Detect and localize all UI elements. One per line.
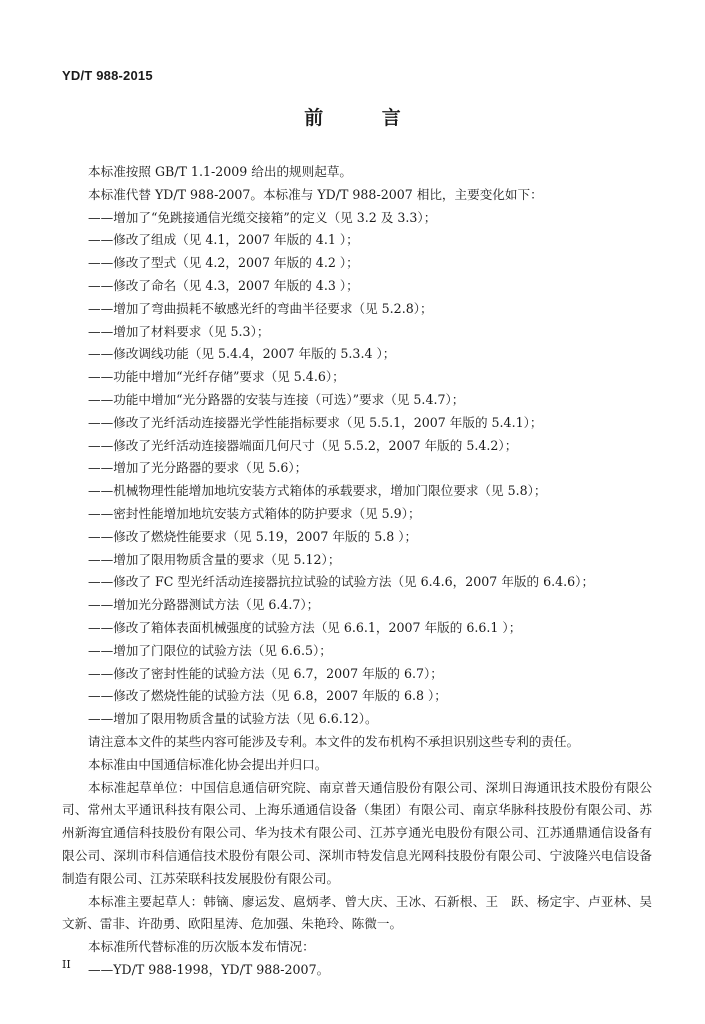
change-item: ——机械物理性能增加地坑安装方式箱体的承载要求，增加门限位要求（见 5.8）； xyxy=(88,483,547,499)
change-item: ——增加了限用物质含量的试验方法（见 6.6.12）。 xyxy=(88,711,378,727)
change-item: ——修改了光纤活动连接器光学性能指标要求（见 5.5.1，2007 年版的 5.4.1）； xyxy=(88,414,543,430)
change-item: ——增加了限用物质含量的要求（见 5.12）； xyxy=(88,551,341,567)
change-item: ——修改了密封性能的试验方法（见 6.7，2007 年版的 6.7）； xyxy=(88,665,443,681)
change-item: ——密封性能增加地坑安装方式箱体的防护要求（见 5.9）； xyxy=(88,505,421,521)
change-item: ——修改了组成（见 4.1，2007 年版的 4.1 ）； xyxy=(88,232,359,248)
change-item: ——增加了“免跳接通信光缆交接箱”的定义（见 3.2 及 3.3）； xyxy=(88,209,437,225)
change-item: ——功能中增加“光纤存储”要求（见 5.4.6）； xyxy=(88,369,345,385)
change-item: ——修改了箱体表面机械强度的试验方法（见 6.6.1，2007 年版的 6.6.1 ）； xyxy=(88,619,522,635)
change-item: ——修改了命名（见 4.3，2007 年版的 4.3 ）； xyxy=(88,277,359,293)
standard-code: YD/T 988-2015 xyxy=(62,68,153,83)
change-item: ——修改调线功能（见 5.4.4，2007 年版的 5.3.4 ）； xyxy=(88,346,396,362)
proposer-line: 本标准由中国通信标准化协会提出并归口。 xyxy=(88,756,328,772)
change-item: ——增加光分路器测试方法（见 6.4.7）； xyxy=(88,597,320,613)
change-item: ——修改了型式（见 4.2，2007 年版的 4.2 ）； xyxy=(88,255,359,271)
change-item: ——修改了 FC 型光纤活动连接器抗拉试验的试验方法（见 6.4.6，2007 年版的 6.4.6）； xyxy=(88,574,595,590)
change-item: ——增加了弯曲损耗不敏感光纤的弯曲半径要求（见 5.2.8）； xyxy=(88,300,433,316)
page-number: II xyxy=(62,958,71,971)
history-line: 本标准所代替标准的历次版本发布情况： xyxy=(88,939,315,955)
drafters-paragraph: 本标准主要起草人：韩镝、廖运发、扈炳孝、曾大庆、王冰、石新根、王 跃、杨定宇、卢亚林、吴文新、雷非、许劭勇、欧阳星涛、危加强、朱艳玲、陈微一。 xyxy=(62,893,652,932)
text-line: 本标准按照 GB/T 1.1-2009 给出的规则起草。 xyxy=(88,164,353,179)
change-item: ——修改了燃烧性能的试验方法（见 6.8，2007 年版的 6.8 ）； xyxy=(88,688,447,704)
page-title: 前 言 xyxy=(304,107,427,129)
change-item: ——增加了光分路器的要求（见 5.6）； xyxy=(88,460,308,476)
history-line: ——YD/T 988-1998，YD/T 988-2007。 xyxy=(88,961,330,977)
change-item: ——修改了光纤活动连接器端面几何尺寸（见 5.5.2，2007 年版的 5.4.2）； xyxy=(88,437,518,453)
body-text xyxy=(62,161,652,982)
drafting-units-paragraph: 本标准起草单位：中国信息通信研究院、南京普天通信股份有限公司、深圳日海通讯技术股份有限公司、常州太平通讯科技有限公司、上海乐通通信设备（集团）有限公司、南京华脉科技股份有限公司、苏州新海宜通信科技股份有限公司、华为技术有限公司、江苏亨通光电股份有限公司、江苏通鼎通信设备有限公司、深圳市科信通信技术股份有限公司、深圳市特发信息光网科技股份有限公司、宁波隆兴电信设备制造有限公司、江苏荣联科技发展股份有限公司。 xyxy=(62,779,652,886)
change-item: ——增加了材料要求（见 5.3）； xyxy=(88,323,270,339)
patent-notice: 请注意本文件的某些内容可能涉及专利。本文件的发布机构不承担识别这些专利的责任。 xyxy=(88,733,580,749)
change-item: ——修改了燃烧性能要求（见 5.19，2007 年版的 5.8 ）； xyxy=(88,528,418,544)
change-item: ——增加了门限位的试验方法（见 6.6.5）； xyxy=(88,642,332,658)
text-line: 本标准代替 YD/T 988-2007。本标准与 YD/T 988-2007 相比，主要变化如下： xyxy=(88,186,543,202)
change-item: ——功能中增加“光分路器的安装与连接（可选）”要求（见 5.4.7）； xyxy=(88,391,465,407)
